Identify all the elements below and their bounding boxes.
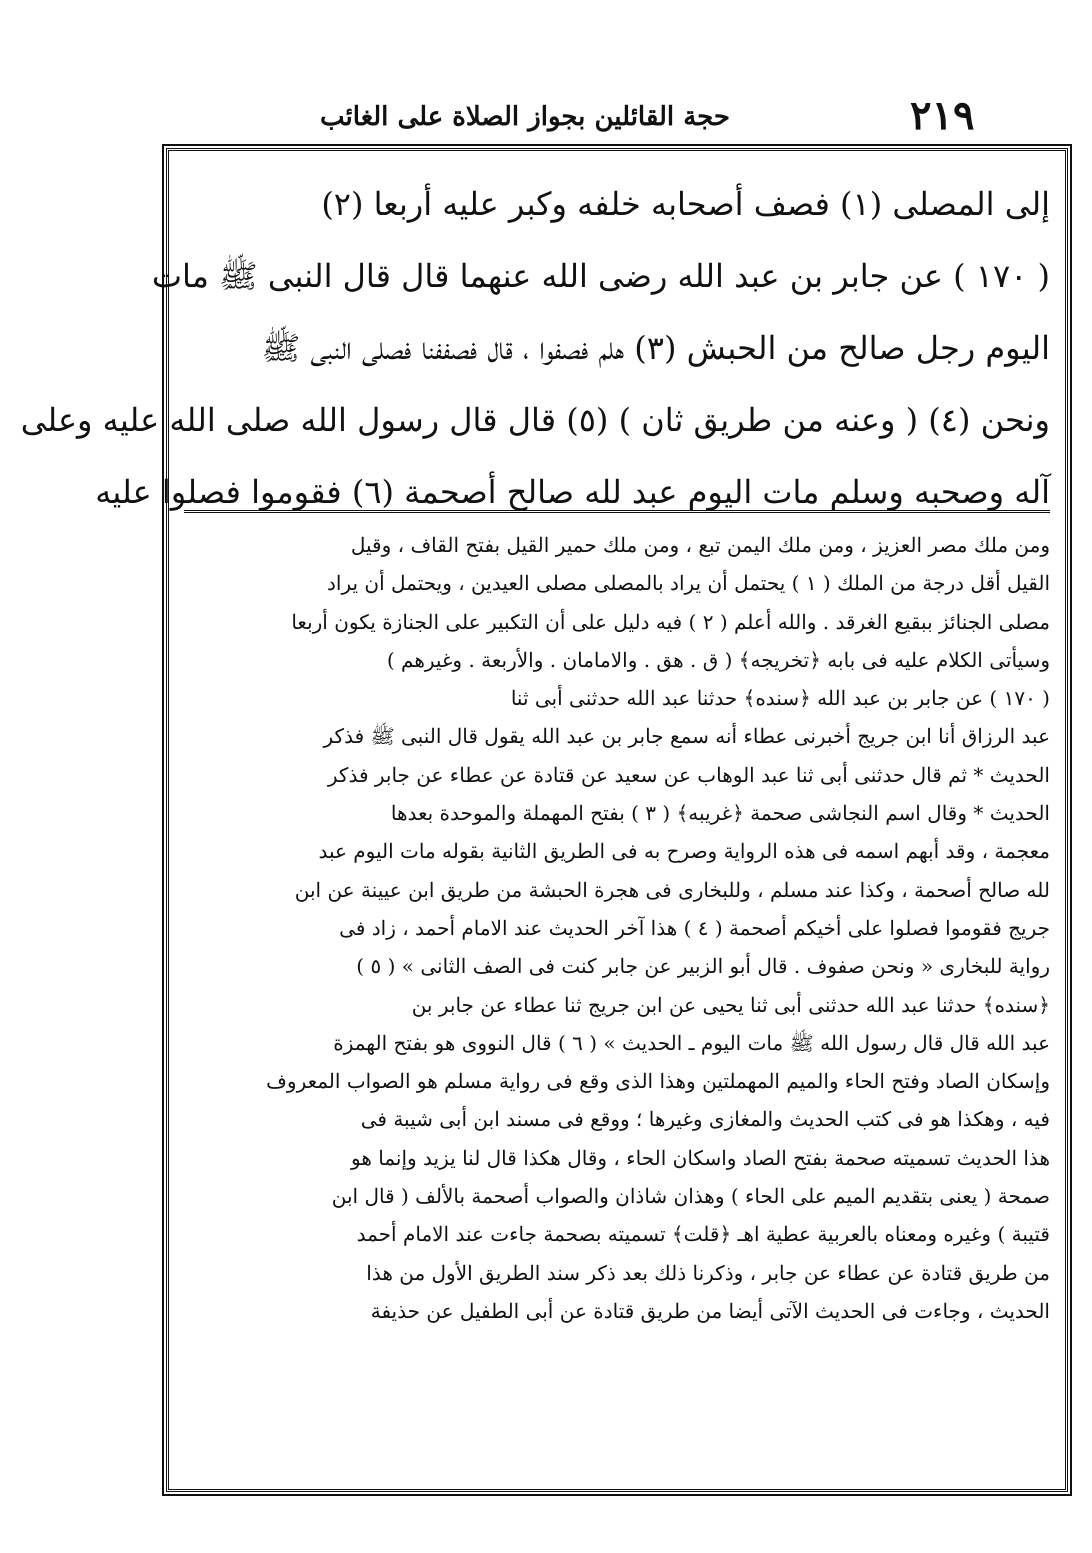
hadith-text [20,168,1050,528]
footnote-line: مصلى الجنائز ببقيع الغرقد . والله أعلم ( ٢ ) فيه دليل على أن التكبير على الجنازة يكون أربعا [291,609,1050,634]
footnote-line: رواية للبخارى « ونحن صفوف . قال أبو الزبير عن جابر كنت فى الصف الثانى » ( ٥ ) [356,954,1050,979]
hadith-line: ( ١٧٠ ) عن جابر بن عبد الله رضى الله عنهما قال قال النبى ﷺ مات [151,257,1050,295]
footnote-divider [184,510,1050,513]
hadith-line: آله وصحبه وسلم مات اليوم عبد لله صالح أصحمة (٦) فقوموا فصلوا عليه [95,473,1050,511]
footnotes [184,526,1050,1330]
footnote-line: جريج فقوموا فصلوا على أخيكم أصحمة ( ٤ ) هذا آخر الحديث عند الامام أحمد ، زاد فى [339,915,1050,940]
footnote-line: ومن ملك مصر العزيز ، ومن ملك اليمن تبع ، ومن ملك حمير القيل بفتح القاف ، وقيل [350,533,1050,557]
footnote-line: لله صالح أصحمة ، وكذا عند مسلم ، وللبخارى فى هجرة الحبشة من طريق ابن عيينة عن ابن [294,877,1050,902]
footnote-line: هذا الحديث تسميته صحمة بفتح الصاد واسكان الحاء ، وقال هكذا قال لنا يزيد وإنما هو [351,1145,1050,1170]
footnote-line: وإسكان الصاد وفتح الحاء والميم المهملتين وهذا الذى وقع فى رواية مسلم هو الصواب المعروف [266,1069,1050,1094]
footnote-line: عبد الله قال قال رسول الله ﷺ مات اليوم ـ الحديث » ( ٦ ) قال النووى هو بفتح الهمزة [333,1030,1050,1055]
page-number: ٢١٩ [910,92,975,139]
running-title: حجة القائلين بجواز الصلاة على الغائب [320,102,730,132]
footnote-line: ﴿سنده﴾ حدثنا عبد الله حدثنى أبى ثنا يحيى عن ابن جريج ثنا عطاء عن جابر بن [411,992,1050,1017]
footnote-line: قتيبة ) وغيره ومعناه بالعربية عطية اهـ ﴿قلت﴾ تسميته بصحمة جاءت عند الامام أحمد [356,1222,1050,1247]
footnote-line: القيل أقل درجة من الملك ( ١ ) يحتمل أن يراد بالمصلى مصلى العيدين ، ويحتمل أن يراد [326,571,1050,596]
footnote-line: عبد الرزاق أنا ابن جريج أخبرنى عطاء أنه سمع جابر بن عبد الله يقول قال النبى ﷺ فذكر [323,724,1050,749]
footnote-line: الحديث * ثم قال حدثنى أبى ثنا عبد الوهاب عن سعيد عن قتادة عن عطاء عن جابر فذكر [327,762,1050,787]
footnote-line: الحديث ، وجاءت فى الحديث الآتى أيضا من طريق قتادة عن أبى الطفيل عن حذيفة [370,1298,1050,1323]
footnote-line: من طريق قتادة عن عطاء عن جابر ، وذكرنا ذلك بعد ذكر سند الطريق الأول من هذا [366,1260,1050,1285]
footnote-line: وسيأتى الكلام عليه فى بابه ﴿تخريجه﴾ ( ق . هق . والامامان . والأربعة . وغيرهم ) [386,647,1050,672]
footnote-line: معجمة ، وقد أبهم اسمه فى هذه الرواية وصرح به فى الطريق الثانية بقوله مات اليوم عبد [318,839,1050,864]
hadith-line: ونحن (٤) ( وعنه من طريق ثان ) (٥) قال قال رسول الله صلى الله عليه وعلى [20,401,1050,439]
footnote-line: صمحة ( يعنى بتقديم الميم على الحاء ) وهذان شاذان والصواب أصحمة بالألف ( قال ابن [331,1184,1050,1209]
footnote-line: الحديث * وقال اسم النجاشى صحمة ﴿غريبه﴾ ( ٣ ) بفتح المهملة والموحدة بعدها [390,801,1050,826]
page-header [160,92,1060,148]
hadith-line: اليوم رجل صالح من الحبش (٣) هلم فصفوا ، قال فصففنا فصلى النبى ﷺ [261,329,1050,367]
footnote-line: فيه ، وهكذا هو فى كتب الحديث والمغازى وغيرها ؛ ووقع فى مسند ابن أبى شيبة فى [360,1107,1050,1132]
footnote-line: ( ١٧٠ ) عن جابر بن عبد الله ﴿سنده﴾ حدثنا عبد الله حدثنى أبى ثنا [510,686,1050,711]
hadith-line: إلى المصلى (١) فصف أصحابه خلفه وكبر عليه أربعا (٢) [321,185,1050,223]
